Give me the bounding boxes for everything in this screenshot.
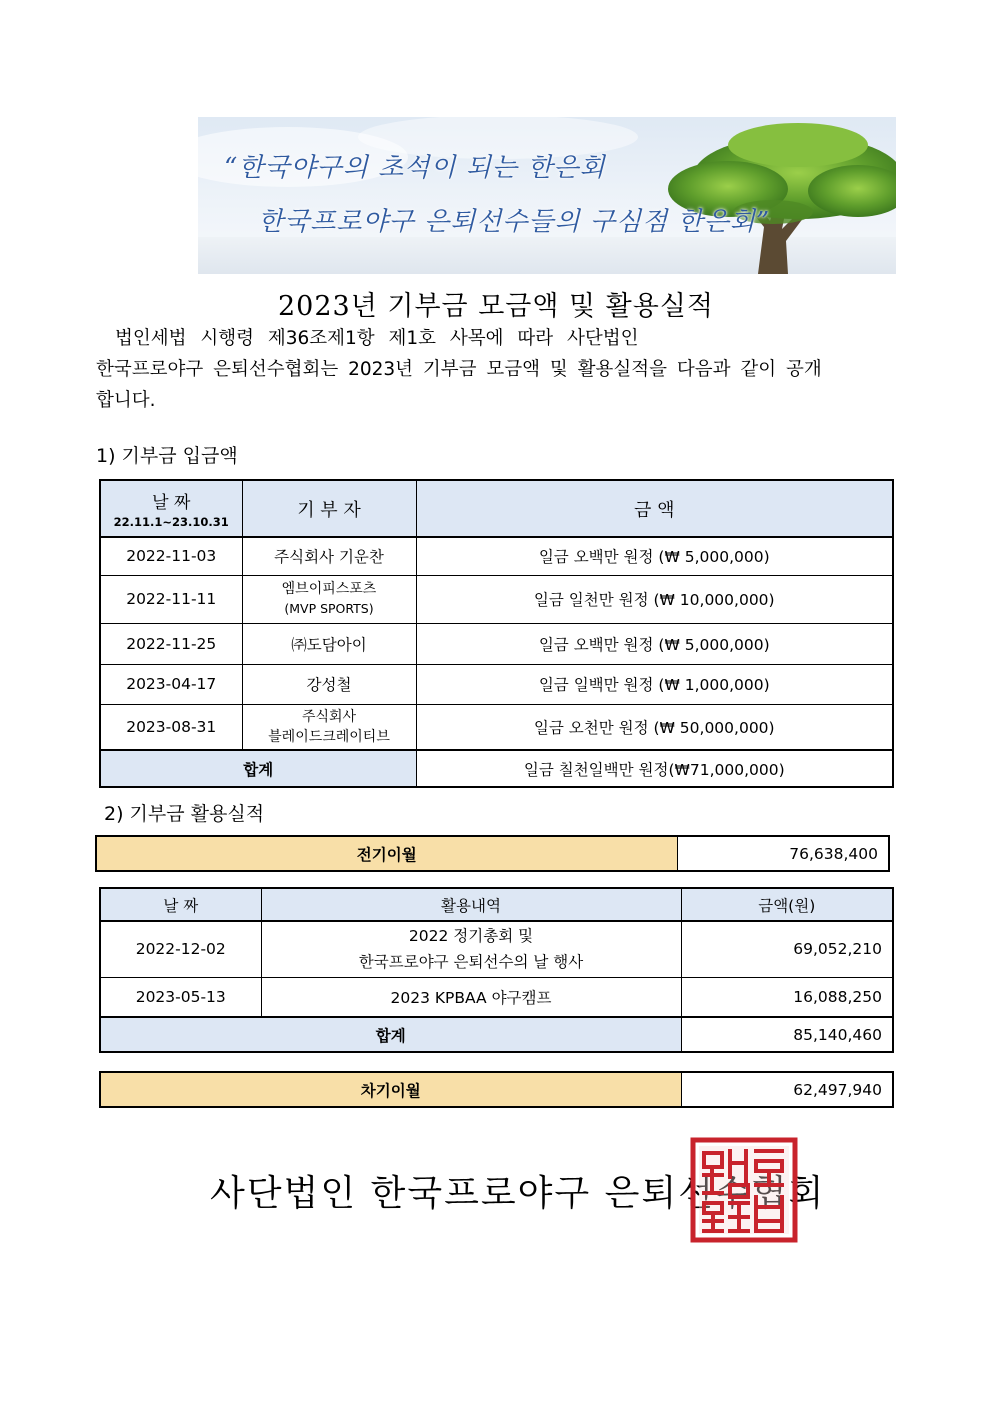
section-usage-heading: 2) 기부금 활용실적: [104, 803, 265, 825]
total-label: 합계: [100, 750, 416, 787]
row-date: 2022-11-11: [100, 575, 242, 623]
row-donor: 주식회사 기운찬: [242, 537, 416, 575]
total-value: 일금 칠천일백만 원정(₩71,000,000): [416, 750, 893, 787]
banner-slogan-line1: “한국야구의 초석이 되는 한은회: [224, 153, 606, 183]
header-period: 22.11.1~23.10.31: [113, 515, 229, 529]
row-date: 2022-11-25: [100, 623, 242, 664]
table-row: [100, 704, 893, 750]
carry-in-value: 76,638,400: [677, 836, 889, 871]
usage-row-detail: 2023 KPBAA 야구캠프: [261, 977, 681, 1017]
row-donor: [242, 704, 416, 750]
row-date: 2023-08-31: [100, 704, 242, 750]
usage-header-amount: 금액(원): [681, 888, 893, 921]
table-row: [100, 977, 893, 1017]
usage-row-date: 2023-05-13: [100, 977, 261, 1017]
row-donor: [242, 575, 416, 623]
table-row: [100, 623, 893, 664]
row-amount: 일금 오백만 원정 (₩ 5,000,000): [416, 623, 893, 664]
row-date: 2023-04-17: [100, 664, 242, 704]
header-amount: 금 액: [416, 480, 893, 537]
section-donations-heading: 1) 기부금 입금액: [96, 445, 238, 467]
row-amount: 일금 일백만 원정 (₩ 1,000,000): [416, 664, 893, 704]
usage-header-detail: 활용내역: [261, 888, 681, 921]
table-row: [100, 921, 893, 977]
carry-in-label: 전기이월: [96, 836, 677, 871]
usage-total-row: [100, 1017, 893, 1052]
usage-row-detail-line2: 한국프로야구 은퇴선수의 날 행사: [358, 953, 584, 972]
table-row: [100, 575, 893, 623]
usage-total-label: 합계: [100, 1017, 681, 1052]
row-amount: 일금 일천만 원정 (₩ 10,000,000): [416, 575, 893, 623]
usage-row-date: 2022-12-02: [100, 921, 261, 977]
donations-table: [99, 479, 894, 788]
banner-slogan-line2: 한국프로야구 은퇴선수들의 구심점 한은회”: [258, 207, 771, 237]
header-date-label: 날 짜: [152, 493, 191, 513]
tree-banner-icon: [198, 117, 896, 274]
page-title: 2023년 기부금 모금액 및 활용실적: [277, 291, 715, 322]
usage-row-amount: 16,088,250: [681, 977, 893, 1017]
usage-row-detail: [261, 921, 681, 977]
intro-line3: 합니다.: [96, 390, 156, 411]
usage-table: [99, 887, 894, 1053]
total-row: [100, 750, 893, 787]
carry-out-label: 차기이월: [100, 1072, 681, 1107]
row-donor-line2: 블레이드크레이티브: [268, 728, 390, 745]
header-date: [100, 480, 242, 537]
row-donor-line1: 엠브이피스포츠: [281, 581, 377, 597]
intro-line2: 한국프로야구 은퇴선수협회는 2023년 기부금 모금액 및 활용실적을 다음과 같이 공개: [96, 359, 822, 380]
row-donor: 강성철: [242, 664, 416, 704]
organization-name: 사단법인 한국프로야구 은퇴선수협회: [210, 1173, 826, 1214]
row-donor-line2: (MVP SPORTS): [284, 601, 374, 616]
intro-line1: 법인세법 시행령 제36조제1항 제1호 사목에 따라 사단법인: [115, 328, 639, 349]
table-row: [100, 537, 893, 575]
row-date: 2022-11-03: [100, 537, 242, 575]
table-row: [100, 664, 893, 704]
official-seal-icon: [690, 1137, 798, 1243]
carry-out-value: 62,497,940: [681, 1072, 893, 1107]
header-donor: 기 부 자: [242, 480, 416, 537]
row-donor: ㈜도담아이: [242, 623, 416, 664]
banner-image: [198, 117, 896, 274]
row-donor-line1: 주식회사: [301, 708, 357, 725]
carry-out-table: [99, 1071, 894, 1108]
usage-row-detail-line1: 2022 정기총회 및: [408, 927, 534, 946]
row-amount: 일금 오천만 원정 (₩ 50,000,000): [416, 704, 893, 750]
usage-row-amount: 69,052,210: [681, 921, 893, 977]
usage-total-value: 85,140,460: [681, 1017, 893, 1052]
row-amount: 일금 오백만 원정 (₩ 5,000,000): [416, 537, 893, 575]
carry-in-table: [95, 835, 890, 872]
usage-header-date: 날 짜: [100, 888, 261, 921]
